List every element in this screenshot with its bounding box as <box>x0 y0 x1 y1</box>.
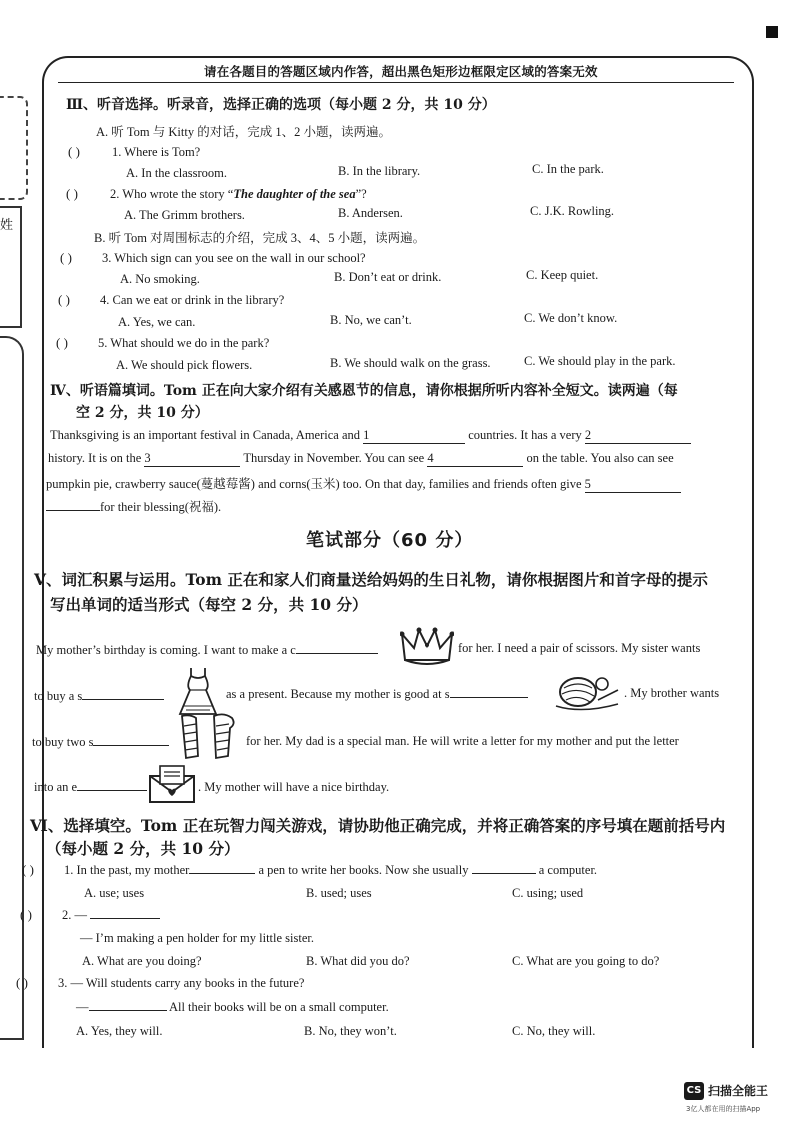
part4-blank-1[interactable]: 1 <box>363 428 465 444</box>
part6-q2-option-c: C. What are you going to do? <box>512 954 660 968</box>
part6-q2-option-a: A. What are you doing? <box>82 954 202 968</box>
part3-q1-option-a: A. In the classroom. <box>126 166 228 180</box>
envelope-icon <box>148 764 196 804</box>
part3-q2-option-a: A. The Grimm brothers. <box>124 208 245 222</box>
part6-q2-option-b: B. What did you do? <box>306 954 410 968</box>
part3-q1-option-c: C. In the park. <box>532 162 604 176</box>
corner-registration-mark <box>766 26 778 38</box>
part4-text-line2: history. It is on the 3 Thursday in November. You can see 4 on the table. You also can see <box>48 451 674 465</box>
part3-q4-answer-paren[interactable]: ( ) <box>58 292 70 307</box>
part4-blank-5[interactable]: 5 <box>585 477 681 493</box>
part4-blank-5-cont[interactable] <box>46 510 100 511</box>
part6-q3-stem: 3. — Will students carry any books in the future? <box>58 976 305 990</box>
part5-row2-text-start: to buy a s <box>34 689 164 704</box>
part3-q5-stem: 5. What should we do in the park? <box>98 336 270 350</box>
part5-blank-scarves[interactable] <box>93 745 169 746</box>
part5-blank-skirt[interactable] <box>82 699 164 700</box>
part6-q1-answer-paren[interactable]: ( ) <box>22 862 34 877</box>
part3-q1-answer-paren[interactable]: ( ) <box>68 144 80 159</box>
part6-q1-stem: 1. In the past, my mother a pen to write her books. Now she usually a computer. <box>64 863 598 877</box>
part5-row3-text-start: to buy two s <box>32 735 169 750</box>
sewing-yarn-icon <box>552 670 622 712</box>
part3-q2-option-b: B. Andersen. <box>338 206 403 220</box>
part3-q3-option-b: B. Don’t eat or drink. <box>334 270 442 284</box>
left-margin-answer-box <box>0 336 24 1040</box>
part6-q1-blank-1[interactable] <box>189 873 255 874</box>
part4-text-line4: for their blessing(祝福). <box>46 497 221 515</box>
part5-title-line2: 写出单词的适当形式（每空 2 分，共 10 分） <box>50 595 368 614</box>
part3-q3-option-c: C. Keep quiet. <box>526 268 599 282</box>
part3-q1-stem: 1. Where is Tom? <box>112 145 201 159</box>
written-section-title: 笔试部分（60 分） <box>306 530 474 551</box>
part3-q2-answer-paren[interactable]: ( ) <box>66 186 78 201</box>
scarves-icon <box>176 712 240 762</box>
part3-title: Ⅲ、听音选择。听录音，选择正确的选项（每小题 2 分，共 10 分） <box>66 97 496 113</box>
part6-q1-option-c: C. using; used <box>512 886 584 900</box>
part3-q4-option-b: B. No, we can’t. <box>330 313 412 327</box>
part6-q2-blank[interactable] <box>90 918 160 919</box>
part4-title-line1: Ⅳ、听语篇填词。Tom 正在向大家介绍有关感恩节的信息，请你根据所听内容补全短文。读两遍（每 <box>50 383 678 399</box>
part3-q4-option-c: C. We don’t know. <box>524 311 618 325</box>
part6-q3-reply: — All their books will be on a small computer. <box>76 1000 389 1014</box>
part3-q4-stem: 4. Can we eat or drink in the library? <box>100 293 285 307</box>
part3-q3-option-a: A. No smoking. <box>120 272 200 286</box>
part6-title-line2: （每小题 2 分，共 10 分） <box>46 839 240 858</box>
camscanner-logo-icon: CS <box>684 1082 704 1100</box>
part3-q5-option-c: C. We should play in the park. <box>524 354 676 368</box>
banner-divider <box>58 82 734 83</box>
dress-icon <box>176 666 220 718</box>
answer-area-banner: 请在各题目的答题区域内作答，超出黑色矩形边框限定区域的答案无效 <box>204 64 598 79</box>
part5-blank-sewing[interactable] <box>450 697 528 698</box>
part3-b-instruction: B. 听 Tom 对周围标志的介绍，完成 3、4、5 小题，读两遍。 <box>94 231 426 245</box>
part6-q3-answer-paren[interactable]: ( ) <box>16 975 28 990</box>
answer-area-frame <box>42 56 754 1048</box>
part6-title-line1: Ⅵ、选择填空。Tom 正在玩智力闯关游戏，请协助他正确完成，并将正确答案的序号填在题前括号内 <box>30 816 726 835</box>
part6-q3-option-a: A. Yes, they will. <box>76 1024 163 1038</box>
part6-q2-answer-paren[interactable]: ( ) <box>20 907 32 922</box>
part3-q3-stem: 3. Which sign can you see on the wall in our school? <box>102 251 366 265</box>
part6-q1-option-a: A. use; uses <box>84 886 145 900</box>
part6-q1-option-b: B. used; uses <box>306 886 372 900</box>
part3-q5-answer-paren[interactable]: ( ) <box>56 335 68 350</box>
part6-q3-option-c: C. No, they will. <box>512 1024 596 1038</box>
part6-q3-blank[interactable] <box>89 1010 167 1011</box>
part4-title-line2: 空 2 分，共 10 分） <box>76 405 209 421</box>
part3-a-instruction: A. 听 Tom 与 Kitty 的对话，完成 1、2 小题，读两遍。 <box>96 125 391 139</box>
part4-blank-3[interactable]: 3 <box>144 451 240 467</box>
camscanner-slogan: 3亿人都在用的扫描App <box>686 1105 761 1113</box>
part4-text-line3: pumpkin pie, crawberry sauce(蔓越莓酱) and corns(玉米) too. On that day, families and friends often give 5 <box>46 474 681 493</box>
camscanner-app-name: 扫描全能王 <box>708 1084 769 1098</box>
part4-blank-4[interactable]: 4 <box>427 451 523 467</box>
part5-row2-text-end: . My brother wants <box>624 686 720 700</box>
part3-q5-option-a: A. We should pick flowers. <box>116 358 253 372</box>
part5-row1-text-end: for her. I need a pair of scissors. My sister wants <box>458 641 701 655</box>
part5-blank-envelope[interactable] <box>77 790 147 791</box>
part6-q2-reply: — I’m making a pen holder for my little sister. <box>80 931 314 945</box>
part6-q1-blank-2[interactable] <box>472 873 536 874</box>
part3-q1-option-b: B. In the library. <box>338 164 421 178</box>
left-margin-dashed-box <box>0 96 28 200</box>
crown-icon <box>400 626 454 668</box>
part4-text-line1: Thanksgiving is an important festival in Canada, America and 1 countries. It has a very 2 <box>50 428 691 444</box>
part6-q3-option-b: B. No, they won’t. <box>304 1024 397 1038</box>
part5-row4-text-start: into an e <box>34 780 147 795</box>
part5-row3-text-end: for her. My dad is a special man. He will write a letter for my mother and put the letter <box>246 734 679 748</box>
part5-blank-crown[interactable] <box>296 653 378 654</box>
part3-q3-answer-paren[interactable]: ( ) <box>60 250 72 265</box>
part5-title-line1: Ⅴ、词汇积累与运用。Tom 正在和家人们商量送给妈妈的生日礼物，请你根据图片和首字母的提示 <box>34 570 708 589</box>
part5-row1-text: My mother’s birthday is coming. I want to make a c <box>36 643 378 658</box>
part5-row2-text-mid: as a present. Because my mother is good at s <box>226 687 528 702</box>
left-margin-name-label: 姓 <box>0 218 14 233</box>
part3-q4-option-a: A. Yes, we can. <box>118 315 196 329</box>
part3-q2-stem: 2. Who wrote the story “The daughter of the sea”? <box>110 187 367 201</box>
part4-blank-2[interactable]: 2 <box>585 428 691 444</box>
part3-q2-option-c: C. J.K. Rowling. <box>530 204 615 218</box>
part6-q2-stem: 2. — <box>62 908 160 923</box>
part3-q5-option-b: B. We should walk on the grass. <box>330 356 491 370</box>
part5-row4-text-end: . My mother will have a nice birthday. <box>198 780 390 794</box>
